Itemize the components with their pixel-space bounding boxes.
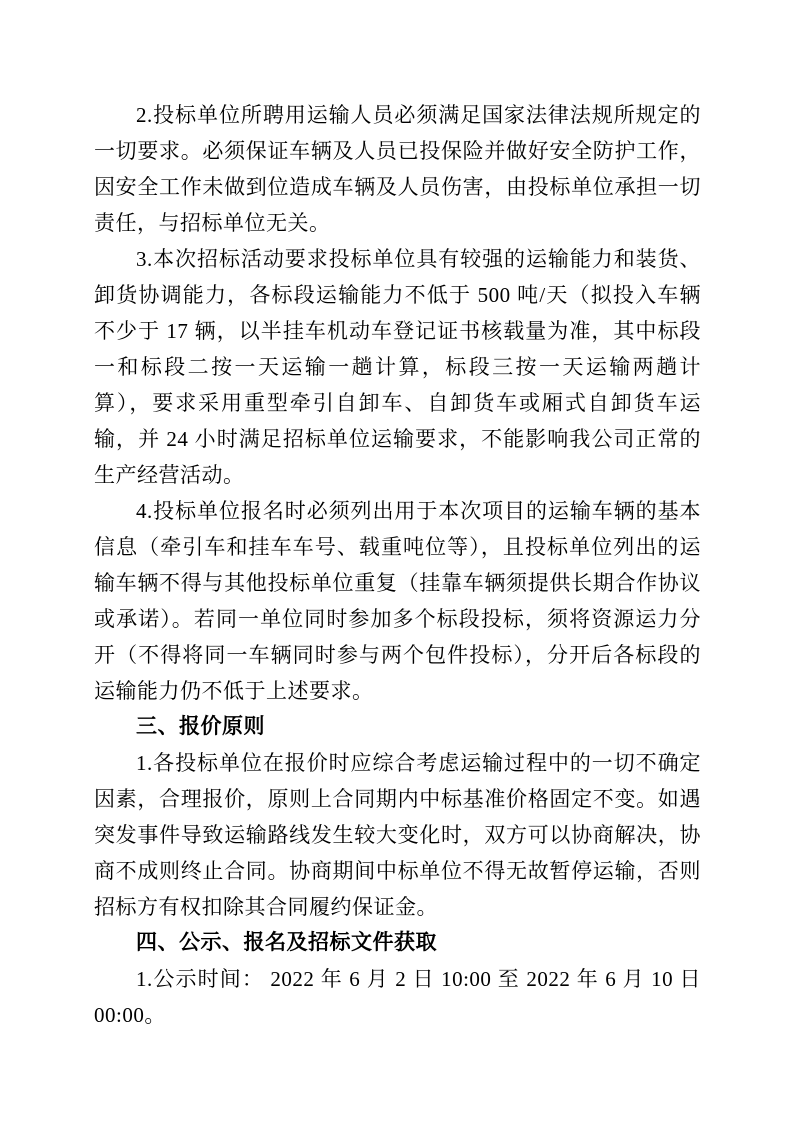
paragraph-pricing-principles: 1.各投标单位在报价时应综合考虑运输过程中的一切不确定因素，合理报价，原则上合同期内中标基准价格固定不变。如遇突发事件导致运输路线发生较大变化时，双方可以协商解决，协商不成则终止合同。协商期间中标单位不得无故暂停运输，否则招标方有权扣除其合同履约保证金。: [94, 751, 701, 919]
paragraph-transport-capacity-requirements: 3.本次招标活动要求投标单位具有较强的运输能力和装货、卸货协调能力，各标段运输能力不低于 500 吨/天（拟投入车辆不少于 17 辆，以半挂车机动车登记证书核载量为准，其中标段一和标段二按一天运输一趟计算，标段三按一天运输两趟计算），要求采用重型牵引自卸车、自卸货车或厢式自卸货车运输，并 24 小时满足招标单位运输要求，不能影响我公司正常的生产经营活动。: [94, 247, 701, 487]
section-heading-pricing-principles: 三、报价原则: [136, 715, 265, 738]
paragraph-vehicle-information-requirements: 4.投标单位报名时必须列出用于本次项目的运输车辆的基本信息（牵引车和挂车车号、载重吨位等），且投标单位列出的运输车辆不得与其他投标单位重复（挂靠车辆须提供长期合作协议或承诺）。若同一单位同时参加多个标段投标，须将资源运力分开（不得将同一车辆同时参与两个包件投标），分开后各标段的运输能力仍不低于上述要求。: [94, 499, 701, 703]
paragraph-transport-personnel-requirements: 2.投标单位所聘用运输人员必须满足国家法律法规所规定的一切要求。必须保证车辆及人员已投保险并做好安全防护工作，因安全工作未做到位造成车辆及人员伤害，由投标单位承担一切责任，与招标单位无关。: [94, 103, 701, 235]
document-text-block: [94, 97, 701, 1033]
section-heading-announcement-registration: 四、公示、报名及招标文件获取: [136, 931, 437, 954]
paragraph-announcement-time: 1.公示时间： 2022 年 6 月 2 日 10:00 至 2022 年 6 月 10 日 00:00。: [94, 967, 701, 1027]
